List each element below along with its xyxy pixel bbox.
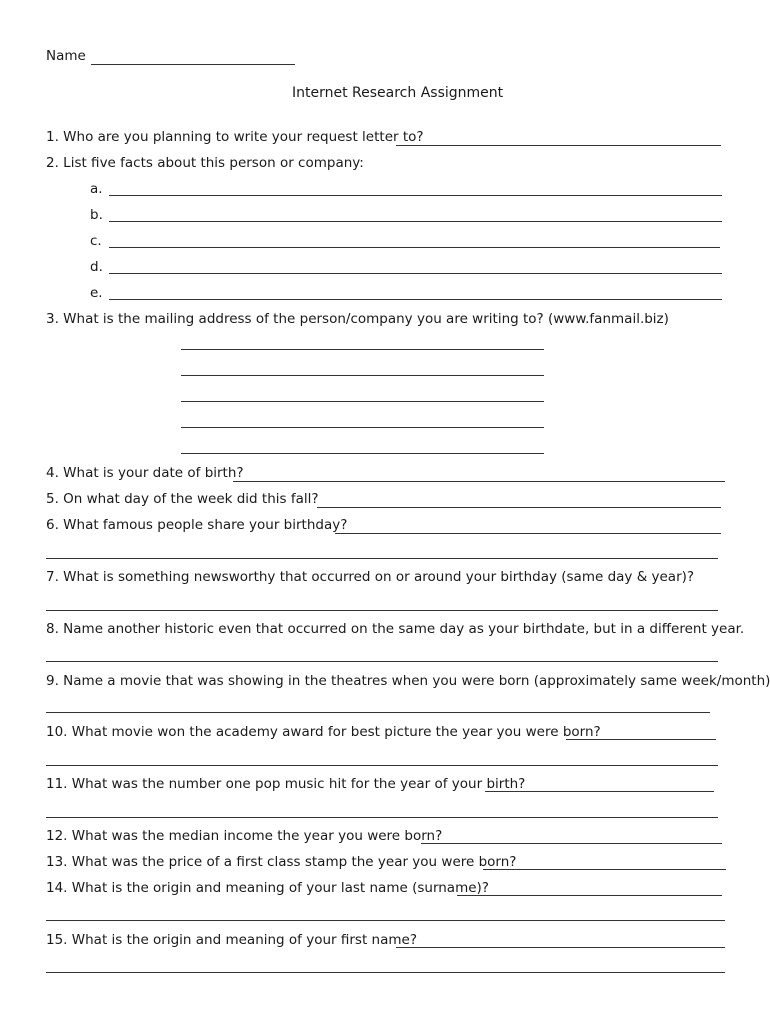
question-15: 15. What is the origin and meaning of your first name? bbox=[46, 932, 417, 948]
question-3: 3. What is the mailing address of the person/company you are writing to? (www.fanmail.biz) bbox=[46, 311, 669, 327]
question-6: 6. What famous people share your birthday? bbox=[46, 517, 348, 533]
address-line-3[interactable] bbox=[181, 401, 544, 402]
question-5: 5. On what day of the week did this fall? bbox=[46, 491, 319, 507]
address-line-2[interactable] bbox=[181, 375, 544, 376]
fact-a-answer-line[interactable] bbox=[109, 195, 722, 196]
page-title: Internet Research Assignment bbox=[292, 85, 504, 101]
question-15-answer-line[interactable] bbox=[396, 947, 725, 948]
fact-letter-b: b. bbox=[90, 207, 103, 223]
question-9: 9. Name a movie that was showing in the theatres when you were born (approximately same week/month) bbox=[46, 673, 770, 689]
fact-letter-a: a. bbox=[90, 181, 103, 197]
fact-d-answer-line[interactable] bbox=[109, 273, 722, 274]
question-1-answer-line[interactable] bbox=[396, 145, 721, 146]
question-14-answer-line[interactable] bbox=[457, 895, 722, 896]
question-12: 12. What was the median income the year you were born? bbox=[46, 828, 443, 844]
question-12-answer-line[interactable] bbox=[421, 843, 722, 844]
question-8-answer-line[interactable] bbox=[46, 661, 718, 662]
question-14-answer-line-2[interactable] bbox=[46, 920, 725, 921]
question-4: 4. What is your date of birth? bbox=[46, 465, 244, 481]
fact-letter-e: e. bbox=[90, 285, 103, 301]
question-6-answer-line-2[interactable] bbox=[46, 558, 718, 559]
question-13: 13. What was the price of a first class stamp the year you were born? bbox=[46, 854, 517, 870]
question-10-answer-line-2[interactable] bbox=[46, 765, 718, 766]
question-13-answer-line[interactable] bbox=[483, 869, 726, 870]
fact-letter-d: d. bbox=[90, 259, 103, 275]
question-4-answer-line[interactable] bbox=[233, 481, 725, 482]
question-1: 1. Who are you planning to write your request letter to? bbox=[46, 129, 424, 145]
question-6-answer-line[interactable] bbox=[335, 533, 721, 534]
question-14: 14. What is the origin and meaning of your last name (surname)? bbox=[46, 880, 489, 896]
question-11-answer-line[interactable] bbox=[485, 791, 714, 792]
question-8: 8. Name another historic even that occurred on the same day as your birthdate, but in a different year. bbox=[46, 621, 745, 637]
name-label: Name bbox=[46, 48, 86, 64]
question-15-answer-line-2[interactable] bbox=[46, 972, 725, 973]
question-5-answer-line[interactable] bbox=[317, 507, 721, 508]
question-2: 2. List five facts about this person or company: bbox=[46, 155, 364, 171]
fact-c-answer-line[interactable] bbox=[109, 247, 720, 248]
question-10: 10. What movie won the academy award for best picture the year you were born? bbox=[46, 724, 601, 740]
address-line-1[interactable] bbox=[181, 349, 544, 350]
address-line-5[interactable] bbox=[181, 453, 544, 454]
fact-b-answer-line[interactable] bbox=[109, 221, 722, 222]
question-11: 11. What was the number one pop music hit for the year of your birth? bbox=[46, 776, 526, 792]
fact-letter-c: c. bbox=[90, 233, 102, 249]
question-10-answer-line[interactable] bbox=[566, 739, 716, 740]
question-9-answer-line[interactable] bbox=[46, 712, 710, 713]
question-11-answer-line-2[interactable] bbox=[46, 817, 718, 818]
fact-e-answer-line[interactable] bbox=[109, 299, 722, 300]
name-answer-line[interactable] bbox=[91, 64, 295, 65]
address-line-4[interactable] bbox=[181, 427, 544, 428]
question-7: 7. What is something newsworthy that occurred on or around your birthday (same day & year)? bbox=[46, 569, 695, 585]
question-7-answer-line[interactable] bbox=[46, 610, 718, 611]
